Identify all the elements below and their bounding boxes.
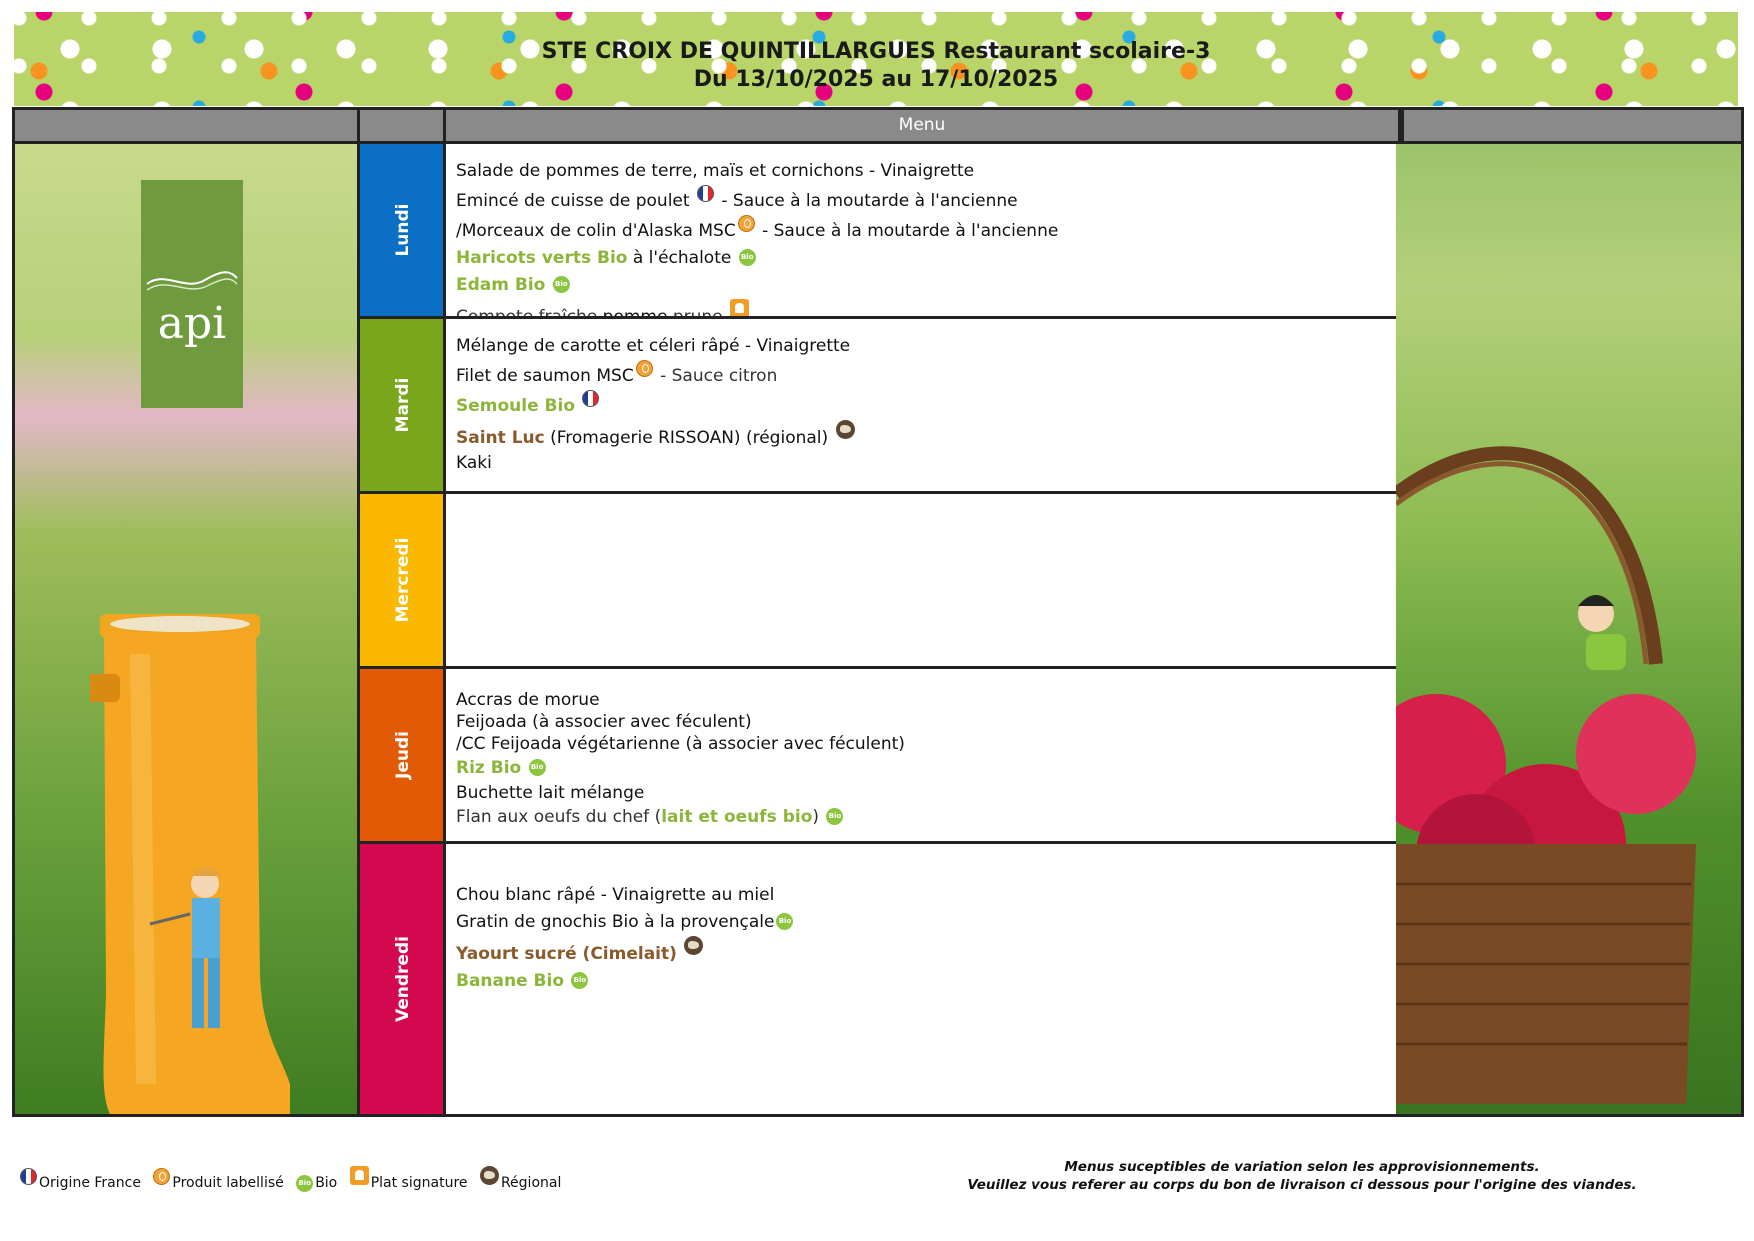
right-photo: [1396, 141, 1741, 1114]
menu-text: Edam Bio: [456, 275, 546, 295]
page-title: [14, 38, 1738, 94]
origine-france-icon: [697, 185, 714, 202]
produit-labellise-icon: [153, 1168, 170, 1185]
regional-icon: [480, 1166, 499, 1185]
menu-line: [456, 333, 1401, 360]
menu-table: [12, 107, 1744, 1117]
bio-icon: Bio: [296, 1175, 313, 1192]
menu-line: [456, 452, 1401, 474]
menu-line: [456, 185, 1401, 215]
menu-line: [456, 390, 1401, 420]
origine-france-icon: [20, 1168, 37, 1185]
menu-text: Buchette lait mélange: [456, 783, 645, 803]
menu-line: [456, 711, 1401, 733]
produit-labellise-icon: [738, 215, 755, 232]
menu-text: Mélange de carotte et céleri râpé - Vinaigrette: [456, 336, 851, 356]
api-logo: [141, 180, 243, 408]
menu-text: ): [812, 807, 825, 827]
day-vendredi: [360, 841, 446, 1114]
menu-text: /Morceaux de colin d'Alaska MSC: [456, 221, 736, 241]
menu-cell-mercredi: [446, 491, 1401, 666]
separator-day: [443, 110, 446, 1114]
legend-label: Plat signature: [370, 1175, 468, 1191]
menu-text: Emincé de cuisse de poulet: [456, 191, 695, 211]
menu-line: [456, 158, 1401, 185]
bio-icon: Bio: [553, 276, 570, 293]
menu-text: Gratin de gnochis Bio à la provençale: [456, 912, 775, 932]
day-lundi: [360, 141, 446, 316]
bio-icon: Bio: [529, 759, 546, 776]
legend-label: Bio: [315, 1175, 338, 1191]
menu-line: [456, 733, 1401, 755]
yellow-boot-image: [90, 614, 290, 1114]
menu-text: Feijoada (à associer avec féculent): [456, 712, 752, 732]
day-label-mardi: Mardi: [393, 377, 413, 433]
regional-icon: [836, 420, 855, 439]
menu-line: [456, 245, 1401, 272]
menu-text: Accras de morue: [456, 690, 600, 710]
day-label-jeudi: Jeudi: [393, 731, 413, 779]
header-cell-right: [1401, 110, 1741, 141]
menu-text: [545, 275, 550, 295]
menu-text: - Sauce citron: [654, 366, 778, 386]
legend-item: [18, 1175, 141, 1191]
menu-text: [564, 971, 569, 991]
menu-text: Riz Bio: [456, 758, 522, 778]
header-cell-day: [360, 110, 446, 141]
menu-text: lait et oeufs bio: [661, 807, 813, 827]
menu-line: [456, 689, 1401, 711]
apple-basket-image: [1396, 144, 1736, 1114]
header-cell-left: [15, 110, 360, 141]
menu-text: Chou blanc râpé - Vinaigrette au miel: [456, 885, 775, 905]
menu-line: [456, 272, 1401, 299]
menu-text: - Sauce à la moutarde à l'ancienne: [715, 191, 1018, 211]
menu-text: Filet de saumon MSC: [456, 366, 634, 386]
day-jeudi: [360, 666, 446, 841]
footer-note: [922, 1158, 1682, 1194]
legend-label: Origine France: [39, 1175, 141, 1191]
menu-text: (Fromagerie RISSOAN) (régional): [544, 428, 834, 448]
menu-line: [456, 782, 1401, 804]
menu-text: [575, 396, 580, 416]
legend-item: [151, 1175, 283, 1191]
title-line-2: Du 13/10/2025 au 17/10/2025: [693, 67, 1059, 92]
legend-item: [348, 1175, 468, 1191]
menu-text: Flan aux oeufs du chef (: [456, 807, 662, 827]
legend: [18, 1166, 567, 1192]
menu-cell-vendredi: [446, 841, 1401, 1114]
menu-cell-jeudi: [446, 666, 1401, 841]
day-mardi: [360, 316, 446, 491]
origine-france-icon: [582, 390, 599, 407]
menu-line: [456, 882, 1401, 909]
menu-text: [677, 944, 682, 964]
day-mercredi: [360, 491, 446, 666]
menu-line: [456, 755, 1401, 782]
menu-line: [456, 360, 1401, 390]
menu-text: /CC Feijoada végétarienne (à associer avec féculent): [456, 734, 905, 754]
day-label-vendredi: Vendredi: [393, 936, 413, 1022]
api-logo-text: api: [157, 298, 227, 349]
legend-item: [294, 1175, 337, 1191]
legend-label: Régional: [500, 1175, 562, 1191]
menu-text: Salade de pommes de terre, maïs et cornichons - Vinaigrette: [456, 161, 975, 181]
regional-icon: [684, 936, 703, 955]
logo-wave-icon: [145, 266, 239, 296]
plat-signature-icon: [350, 1166, 369, 1185]
menu-line: [456, 215, 1401, 245]
menu-line: [456, 936, 1401, 968]
produit-labellise-icon: [636, 360, 653, 377]
bio-icon: Bio: [571, 972, 588, 989]
title-line-1: STE CROIX DE QUINTILLARGUES Restaurant scolaire-3: [541, 39, 1211, 64]
menu-text: Saint Luc: [456, 428, 545, 448]
menu-line: [456, 909, 1401, 936]
header-banner: [14, 12, 1738, 106]
menu-text: Kaki: [456, 453, 492, 473]
menu-cell-mardi: [446, 316, 1401, 491]
menu-line: [456, 420, 1401, 452]
menu-text: Yaourt sucré (Cimelait): [456, 944, 677, 964]
menu-text: Haricots verts Bio: [456, 248, 628, 268]
menu-text: - Sauce à la moutarde à l'ancienne: [756, 221, 1059, 241]
menu-text: Semoule Bio: [456, 396, 576, 416]
menu-text: Banane Bio: [456, 971, 565, 991]
legend-label: Produit labellisé: [172, 1175, 284, 1191]
menu-text: [521, 758, 526, 778]
legend-item: [478, 1175, 561, 1191]
day-label-lundi: Lundi: [393, 203, 413, 257]
day-label-mercredi: Mercredi: [393, 537, 413, 623]
menu-text: à l'échalote: [627, 248, 737, 268]
bio-icon: Bio: [776, 913, 793, 930]
menu-line: [456, 968, 1401, 995]
separator-left: [357, 110, 360, 1114]
footer-note-line-2: Veuillez vous referer au corps du bon de livraison ci dessous pour l'origine des viandes.: [967, 1177, 1637, 1193]
footer-note-line-1: Menus suceptibles de variation selon les approvisionnements.: [1064, 1159, 1540, 1175]
bio-icon: Bio: [826, 808, 843, 825]
menu-cell-lundi: [446, 141, 1401, 316]
menu-line: [456, 804, 1401, 831]
left-photo: [15, 141, 360, 1114]
bio-icon: Bio: [739, 249, 756, 266]
header-cell-menu: Menu: [446, 110, 1401, 141]
